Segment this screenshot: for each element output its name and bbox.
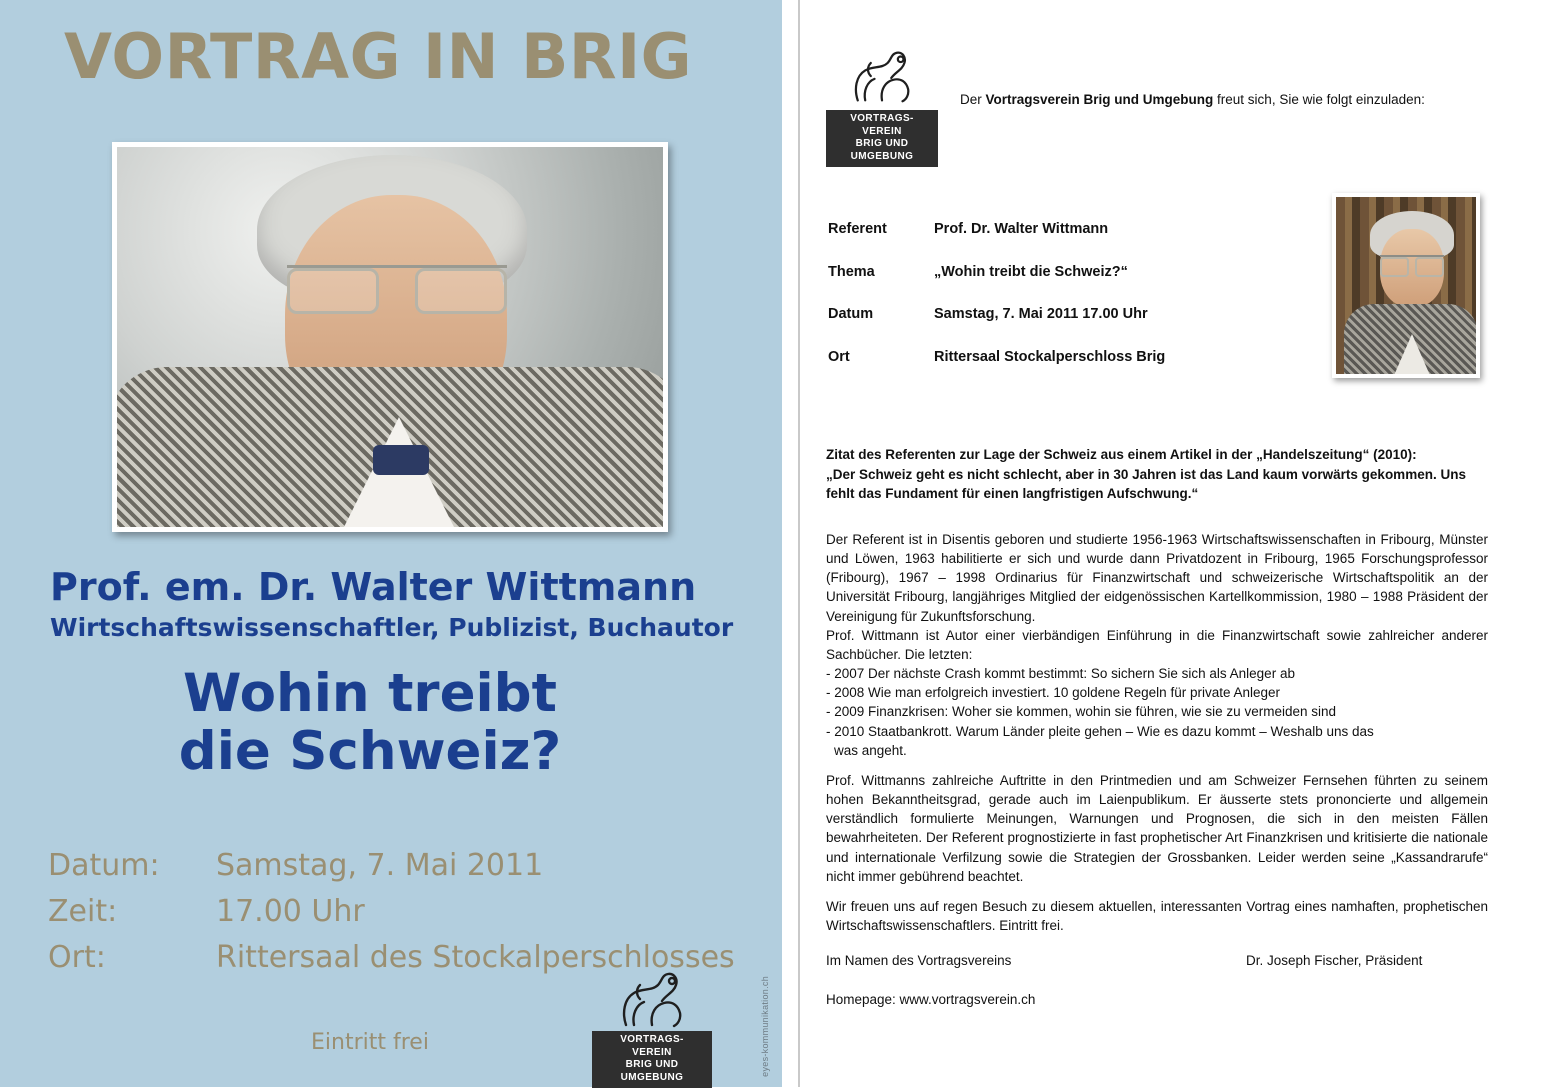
speaker-photo bbox=[112, 142, 668, 532]
quote-text: „Der Schweiz geht es nicht schlecht, aber in 30 Jahren ist das Land kaum vorwärts gekommen. Uns fehlt das Fundament für einen langfristigen Aufschwung.“ bbox=[826, 466, 1466, 502]
poster-details bbox=[48, 848, 735, 986]
list-item: - 2009 Finanzkrisen: Woher sie kommen, wohin sie führen, wie sie zu vermeiden sind bbox=[826, 704, 1336, 720]
fact-key-thema: Thema bbox=[828, 263, 875, 280]
logo-line3: BRIG UND UMGEBUNG bbox=[620, 1059, 684, 1083]
poster-title: VORTRAG IN BRIG bbox=[64, 20, 693, 93]
logo-line2: VEREIN bbox=[632, 1046, 672, 1058]
bio-paragraph-3: Prof. Wittmanns zahlreiche Auftritte in den Printmedien und am Schweizer Fernsehen führten zu seinem hohen Bekanntheitsgrad, gerade auch im Laienpublikum. Er äusserte stets prononcierte und allgemein verständlich formulierte Meinungen, Warnungen und Prognosen, die sich in den meisten Fällen bewahrheiteten. Der Referent prognostizierte in fast prophetischer Art Finanzkrisen und kritisierte die nationale und internationale Verfilzung sowie die Strategien der Grossbanken. Leider werden seine „Kassandrarufe“ nicht immer gebührend beachtet. bbox=[826, 772, 1488, 884]
horse-rider-icon bbox=[826, 48, 938, 110]
poster-speaker-role: Wirtschaftswissenschaftler, Publizist, Buchautor bbox=[50, 613, 734, 642]
table-row bbox=[828, 347, 1165, 390]
list-item: - 2008 Wie man erfolgreich investiert. 10 goldene Regeln für private Anleger bbox=[826, 685, 1281, 701]
letter-header bbox=[826, 48, 1488, 167]
poster-detail-label-time: Zeit: bbox=[48, 894, 118, 929]
signature-left: Im Namen des Vortragsvereins bbox=[826, 953, 1012, 969]
logo-line1: VORTRAGS- bbox=[620, 1034, 684, 1045]
table-row bbox=[828, 219, 1165, 262]
poster-detail-row bbox=[48, 894, 735, 929]
portrait-glasses bbox=[1380, 255, 1444, 274]
poster-free-entry: Eintritt frei bbox=[311, 1030, 429, 1055]
letter-panel bbox=[782, 0, 1544, 1087]
horse-rider-icon bbox=[592, 969, 712, 1031]
poster-detail-row bbox=[48, 848, 735, 883]
poster-detail-value-time: 17.00 Uhr bbox=[216, 894, 365, 929]
poster-credit: eyes-kommunikation.ch bbox=[760, 976, 770, 1077]
logo-line2: VEREIN bbox=[862, 125, 902, 137]
table-row bbox=[828, 304, 1165, 347]
poster-speaker-name: Prof. em. Dr. Walter Wittmann bbox=[50, 565, 697, 609]
letter-association-logo bbox=[826, 48, 938, 167]
fact-value-thema: „Wohin treibt die Schweiz?“ bbox=[934, 263, 1128, 280]
intro-suffix: freut sich, Sie wie folgt einzuladen: bbox=[1213, 92, 1425, 107]
fact-key-referent: Referent bbox=[828, 221, 887, 237]
list-item: - 2007 Der nächste Crash kommt bestimmt: So sichern Sie sich als Anleger ab bbox=[826, 666, 1295, 682]
bio-paragraph-4: Wir freuen uns auf regen Besuch zu diesem aktuellen, interessanten Vortrag eines namhaften, prophetischen Wirtschaftswissenschaftlers. Eintritt frei. bbox=[826, 898, 1488, 933]
list-item bbox=[826, 722, 1488, 760]
fact-value-referent: Prof. Dr. Walter Wittmann bbox=[934, 221, 1109, 237]
fact-value-ort: Rittersaal Stockalperschloss Brig bbox=[934, 348, 1166, 365]
homepage-line: Homepage: www.vortragsverein.ch bbox=[826, 992, 1036, 1008]
poster-topic bbox=[0, 665, 740, 782]
list-item-text: - 2010 Staatbankrott. Warum Länder pleite gehen – Wie es dazu kommt – Weshalb uns das bbox=[826, 723, 1374, 739]
logo-line1: VORTRAGS- bbox=[850, 113, 914, 124]
photo-glasses bbox=[287, 265, 507, 310]
fact-key-ort: Ort bbox=[828, 348, 850, 365]
quote-block bbox=[826, 445, 1488, 504]
facts-table bbox=[828, 219, 1165, 389]
poster-association-logo bbox=[592, 969, 712, 1083]
fact-value-datum: Samstag, 7. Mai 2011 17.00 Uhr bbox=[934, 306, 1148, 323]
poster-detail-label-date: Datum: bbox=[48, 848, 160, 883]
book-list bbox=[826, 664, 1488, 760]
poster-topic-line2: die Schweiz? bbox=[178, 721, 562, 783]
intro-prefix: Der bbox=[960, 92, 986, 107]
table-row bbox=[828, 262, 1165, 305]
signature-row bbox=[826, 951, 1488, 970]
list-item-continuation: was angeht. bbox=[834, 742, 907, 758]
letter-intro bbox=[960, 48, 1488, 109]
logo-plate bbox=[826, 110, 938, 167]
fact-key-datum: Datum bbox=[828, 306, 874, 323]
poster-detail-label-place: Ort: bbox=[48, 940, 106, 975]
logo-plate bbox=[592, 1031, 712, 1088]
logo-line3: BRIG UND UMGEBUNG bbox=[850, 138, 914, 162]
signature-right: Dr. Joseph Fischer, Präsident bbox=[1246, 953, 1423, 969]
event-facts bbox=[826, 219, 1488, 389]
poster-detail-value-place: Rittersaal des Stockalperschlosses bbox=[216, 940, 735, 975]
bio-paragraph-2: Prof. Wittmann ist Autor einer vierbändigen Einführung in die Finanzwirtschaft sowie zahlreicher anderer Sachbücher. Die letzten: bbox=[826, 627, 1488, 662]
biography-text bbox=[826, 530, 1488, 935]
intro-association-name: Vortragsverein Brig und Umgebung bbox=[985, 92, 1214, 107]
poster-detail-value-date: Samstag, 7. Mai 2011 bbox=[216, 848, 544, 883]
quote-heading: Zitat des Referenten zur Lage der Schweiz aus einem Artikel in der „Handelszeitung“ (2010): bbox=[826, 447, 1417, 463]
poster-topic-line1: Wohin treibt bbox=[183, 663, 557, 724]
bio-paragraph-1: Der Referent ist in Disentis geboren und studierte 1956-1963 Wirtschaftswissenschaften in Fribourg, Münster und Löwen, 1963 habilitierte er sich und wurde dann Privatdozent in Fribourg, 1965 Forschungsprofessor (Fribourg), 1967 – 1998 Ordinarius für Finanzwirtschaft und schweizerische Wirtschaftspolitik an der Universität Fribourg, langjähriges Mitglied der eidgenössischen Kartellkommission, 1980 – 1988 Präsident der Vereinigung für Zukunftsforschung. bbox=[826, 532, 1488, 624]
speaker-portrait-photo bbox=[1332, 193, 1480, 378]
photo-tie bbox=[373, 445, 429, 475]
